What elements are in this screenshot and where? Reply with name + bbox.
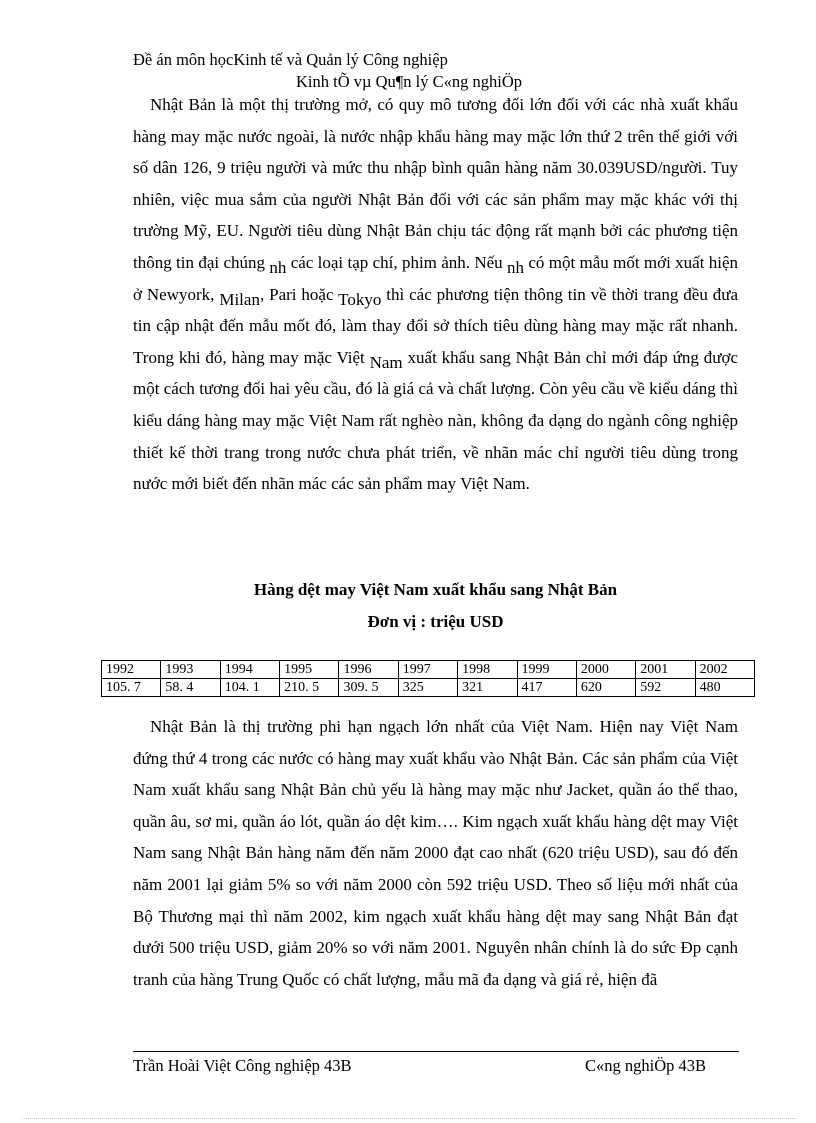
table-cell-year: 1994 <box>220 661 279 679</box>
table-cell-value: 321 <box>458 679 517 697</box>
paragraph-japan-market <box>133 89 738 500</box>
table-cell-value: 105. 7 <box>102 679 161 697</box>
table-cell-year: 2001 <box>636 661 695 679</box>
footer-author: Trần Hoài Việt Công nghiệp 43B <box>133 1056 352 1075</box>
table-cell-value: 58. 4 <box>161 679 220 697</box>
footer-divider <box>133 1051 739 1052</box>
table-cell-value: 620 <box>576 679 635 697</box>
table-cell-year: 1993 <box>161 661 220 679</box>
table-cell-value: 210. 5 <box>280 679 339 697</box>
export-table <box>101 660 755 697</box>
table-row-values <box>102 679 755 697</box>
table-cell-year: 1997 <box>398 661 457 679</box>
table-title: Hàng dệt may Việt Nam xuất khẩu sang Nhật Bản <box>253 580 618 599</box>
footer-garbled: C«ng nghiÖp 43B <box>585 1056 707 1075</box>
paragraph-text: Milan <box>219 289 260 309</box>
document-header-title: Đề án môn họcKinh tế và Quản lý Công nghiệp <box>133 50 448 69</box>
paragraph-text: thì các phương tiện thông tin về thời trang đều đưa tin cập nhật đến mẫu mốt đó, làm thay đổi sở thích tiêu dùng hàng may mặc rất nhanh. Trong khi đó, hàng may mặc Việt <box>133 284 739 367</box>
table-cell-year: 2002 <box>695 661 754 679</box>
table-row-years <box>102 661 755 679</box>
table-cell-year: 1999 <box>517 661 576 679</box>
paragraph-text: xuất khẩu sang Nhật Bản chỉ mới đáp ứng được một cách tương đối hai yêu cầu, đó là giá cả và chất lượng. Còn yêu cầu về kiểu dáng thì kiểu dáng hàng may mặc Việt Nam rất nghèo nàn, không đa dạng do ngành công nghiệp thiết kế thời trang trong nước chưa phát triển, về nhãn mác chỉ người tiêu dùng trong nước mới biết đến nhãn mác các sản phẩm may Việt Nam. <box>133 347 738 494</box>
table-cell-value: 325 <box>398 679 457 697</box>
table-unit: Đơn vị : triệu USD <box>367 612 504 631</box>
paragraph-text: có một mẫu mốt mới xuất hiện ở Newyork, <box>133 252 739 304</box>
table-cell-year: 1998 <box>458 661 517 679</box>
paragraph-text: Nam <box>369 352 403 372</box>
table-cell-year: 1992 <box>102 661 161 679</box>
table-cell-year: 2000 <box>576 661 635 679</box>
paragraph-text: , Pari hoặc <box>259 284 334 304</box>
table-cell-value: 592 <box>636 679 695 697</box>
table-cell-value: 417 <box>517 679 576 697</box>
paragraph-text: nh <box>269 257 287 277</box>
table-cell-value: 480 <box>695 679 754 697</box>
document-header-garbled: Kinh tÕ vµ Qu¶n lý C«ng nghiÖp <box>296 72 522 91</box>
page-bottom-edge <box>22 1118 797 1119</box>
table-cell-year: 1996 <box>339 661 398 679</box>
table-cell-year: 1995 <box>280 661 339 679</box>
paragraph-text: các loại tạp chí, phim ảnh. Nếu <box>290 252 503 272</box>
paragraph-text: nh <box>507 257 525 277</box>
paragraph-text: Nhật Bản là một thị trường mở, có quy mô tương đối lớn đối với các nhà xuất khẩu hàng may mặc nước ngoài, là nước nhập khẩu hàng may mặc lớn thứ 2 trên thế giới với số dân 126, 9 triệu người và mức thu nhập bình quân hàng năm 30.039USD/người. Tuy nhiên, việc mua sắm của người Nhật Bản đối với các sản phẩm may mặc khác với thị trường Mỹ, EU. Người tiêu dùng Nhật Bản chịu tác động rất mạnh bởi các phương tiện thông tin đại chúng <box>133 95 738 272</box>
paragraph-export-analysis: Nhật Bản là thị trường phi hạn ngạch lớn nhất của Việt Nam. Hiện nay Việt Nam đứng thứ 4 trong các nước có hàng may xuất khẩu vào Nhật Bản. Các sản phẩm của Việt Nam xuất khẩu sang Nhật Bản chủ yếu là hàng may mặc như Jacket, quần áo thể thao, quần âu, sơ mi, quần áo lót, quần áo dệt kim…. Kim ngạch xuất khẩu hàng dệt may Việt Nam sang Nhật Bản hàng năm đến năm 2000 đạt cao nhất (620 triệu USD), sau đó đến năm 2001 lại giảm 5% so với năm 2000 còn 592 triệu USD. Theo số liệu mới nhất của Bộ Thương mại thì năm 2002, kim ngạch xuất khẩu hàng dệt may sang Nhật Bản đạt dưới 500 triệu USD, giảm 20% so với năm 2001. Nguyên nhân chính là do sức Ðp cạnh tranh của hàng Trung Quốc có chất lượng, mẫu mã đa dạng và giá rẻ, hiện đã <box>133 717 738 989</box>
paragraph-text: Tokyo <box>338 289 382 309</box>
table-cell-value: 104. 1 <box>220 679 279 697</box>
table-cell-value: 309. 5 <box>339 679 398 697</box>
